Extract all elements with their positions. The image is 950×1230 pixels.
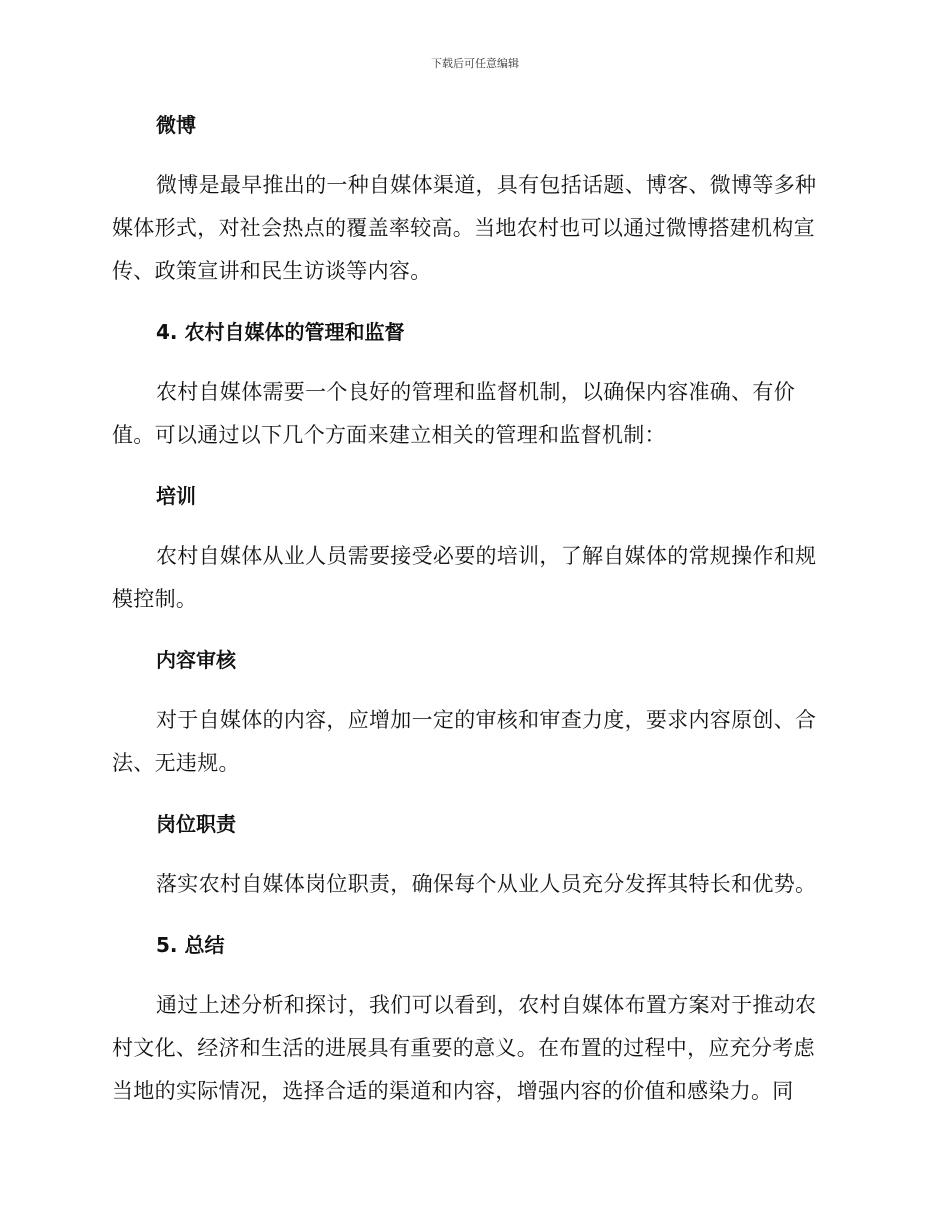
document-body	[112, 104, 834, 1131]
page-header: 下载后可任意编辑	[431, 57, 519, 70]
section-heading-responsibilities: 岗位职责	[156, 812, 236, 836]
paragraph-summary: 通过上述分析和探讨，我们可以看到，农村自媒体布置方案对于推动农村文化、经济和生活的进展具有重要的意义。在布置的过程中，应充分考虑当地的实际情况，选择合适的渠道和内容，增强内容的价值和感染力。同	[112, 993, 817, 1103]
paragraph-management: 农村自媒体需要一个良好的管理和监督机制，以确保内容准确、有价值。可以通过以下几个方面来建立相关的管理和监督机制：	[112, 380, 795, 447]
section-heading-weibo: 微博	[156, 113, 196, 137]
paragraph-training: 农村自媒体从业人员需要接受必要的培训，了解自媒体的常规操作和规模控制。	[112, 544, 817, 611]
paragraph-weibo: 微博是最早推出的一种自媒体渠道，具有包括话题、博客、微博等多种媒体形式，对社会热点的覆盖率较高。当地农村也可以通过微博搭建机构宣传、政策宣讲和民生访谈等内容。	[112, 173, 817, 283]
section-heading-summary: 5. 总结	[156, 933, 225, 957]
paragraph-content-review: 对于自媒体的内容，应增加一定的审核和审查力度，要求内容原创、合法、无违规。	[112, 708, 817, 775]
section-heading-management: 4. 农村自媒体的管理和监督	[156, 320, 405, 344]
paragraph-responsibilities: 落实农村自媒体岗位职责，确保每个从业人员充分发挥其特长和优势。	[156, 872, 817, 896]
section-heading-training: 培训	[156, 484, 196, 508]
section-heading-content-review: 内容审核	[156, 648, 236, 672]
